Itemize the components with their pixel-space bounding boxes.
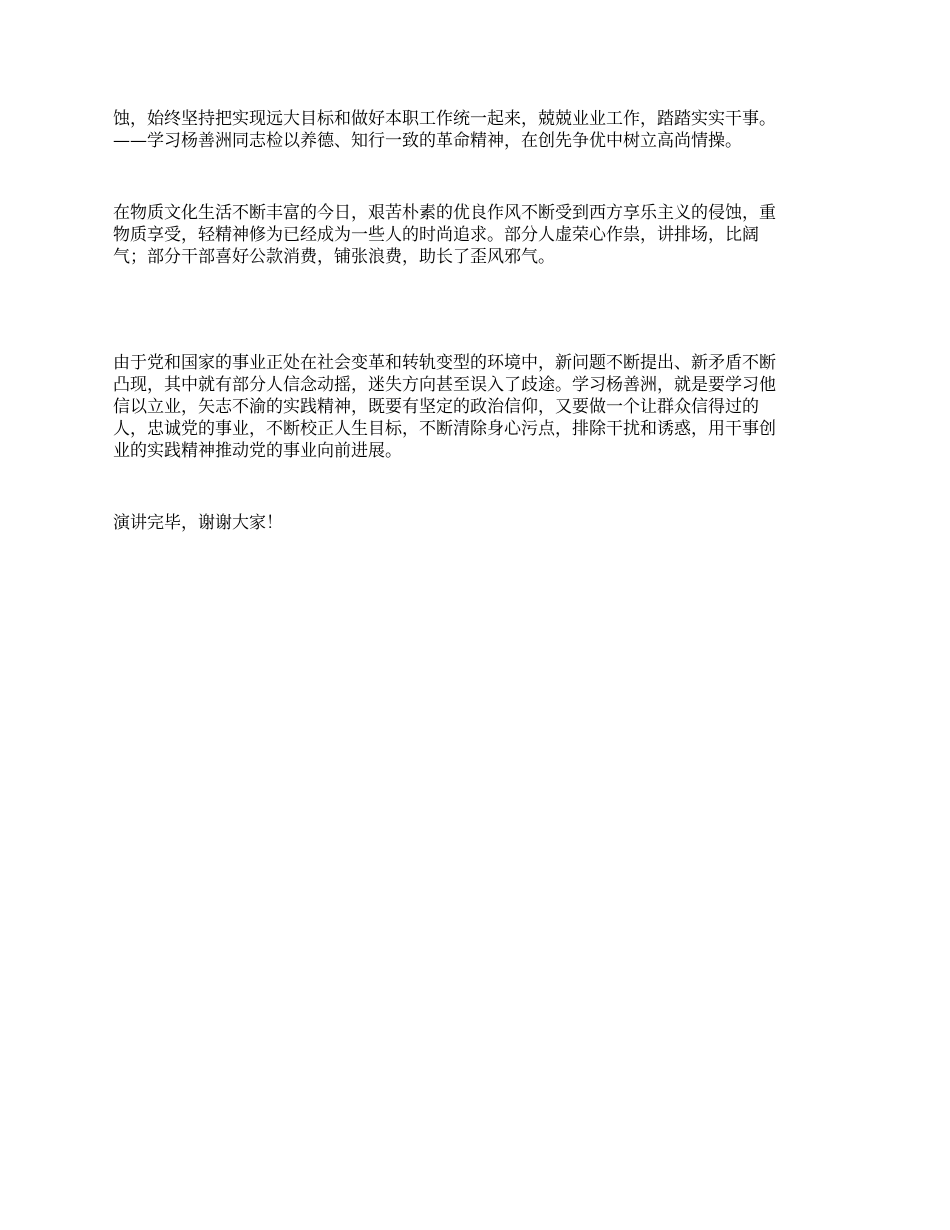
paragraph-line: 凸现，其中就有部分人信念动摇，迷失方向甚至误入了歧途。学习杨善洲，就是要学习他 [113,375,776,395]
paragraph-line: 物质享受，轻精神修为已经成为一些人的时尚追求。部分人虚荣心作祟，讲排场，比阔 [113,225,759,245]
document-page [113,108,843,534]
paragraph-3 [113,352,843,462]
paragraph-line: 蚀，始终坚持把实现远大目标和做好本职工作统一起来，兢兢业业工作，踏踏实实干事。 [113,109,776,129]
paragraph-1 [113,108,843,152]
paragraph-line: 气；部分干部喜好公款消费，铺张浪费，助长了歪风邪气。 [113,247,555,267]
paragraph-line: 演讲完毕，谢谢大家！ [113,513,283,533]
closing-line [113,512,843,534]
paragraph-line: 由于党和国家的事业正处在社会变革和转轨变型的环境中，新问题不断提出、新矛盾不断 [113,353,776,373]
paragraph-line: 信以立业，矢志不渝的实践精神，既要有坚定的政治信仰，又要做一个让群众信得过的 [113,397,759,417]
paragraph-line: 人，忠诚党的事业，不断校正人生目标，不断清除身心污点，排除干扰和诱惑，用干事创 [113,419,776,439]
paragraph-line: 业的实践精神推动党的事业向前进展。 [113,441,402,461]
paragraph-2 [113,202,843,268]
paragraph-line: ——学习杨善洲同志检以养德、知行一致的革命精神，在创先争优中树立高尚情操。 [113,131,742,151]
paragraph-line: 在物质文化生活不断丰富的今日，艰苦朴素的优良作风不断受到西方享乐主义的侵蚀，重 [113,203,776,223]
